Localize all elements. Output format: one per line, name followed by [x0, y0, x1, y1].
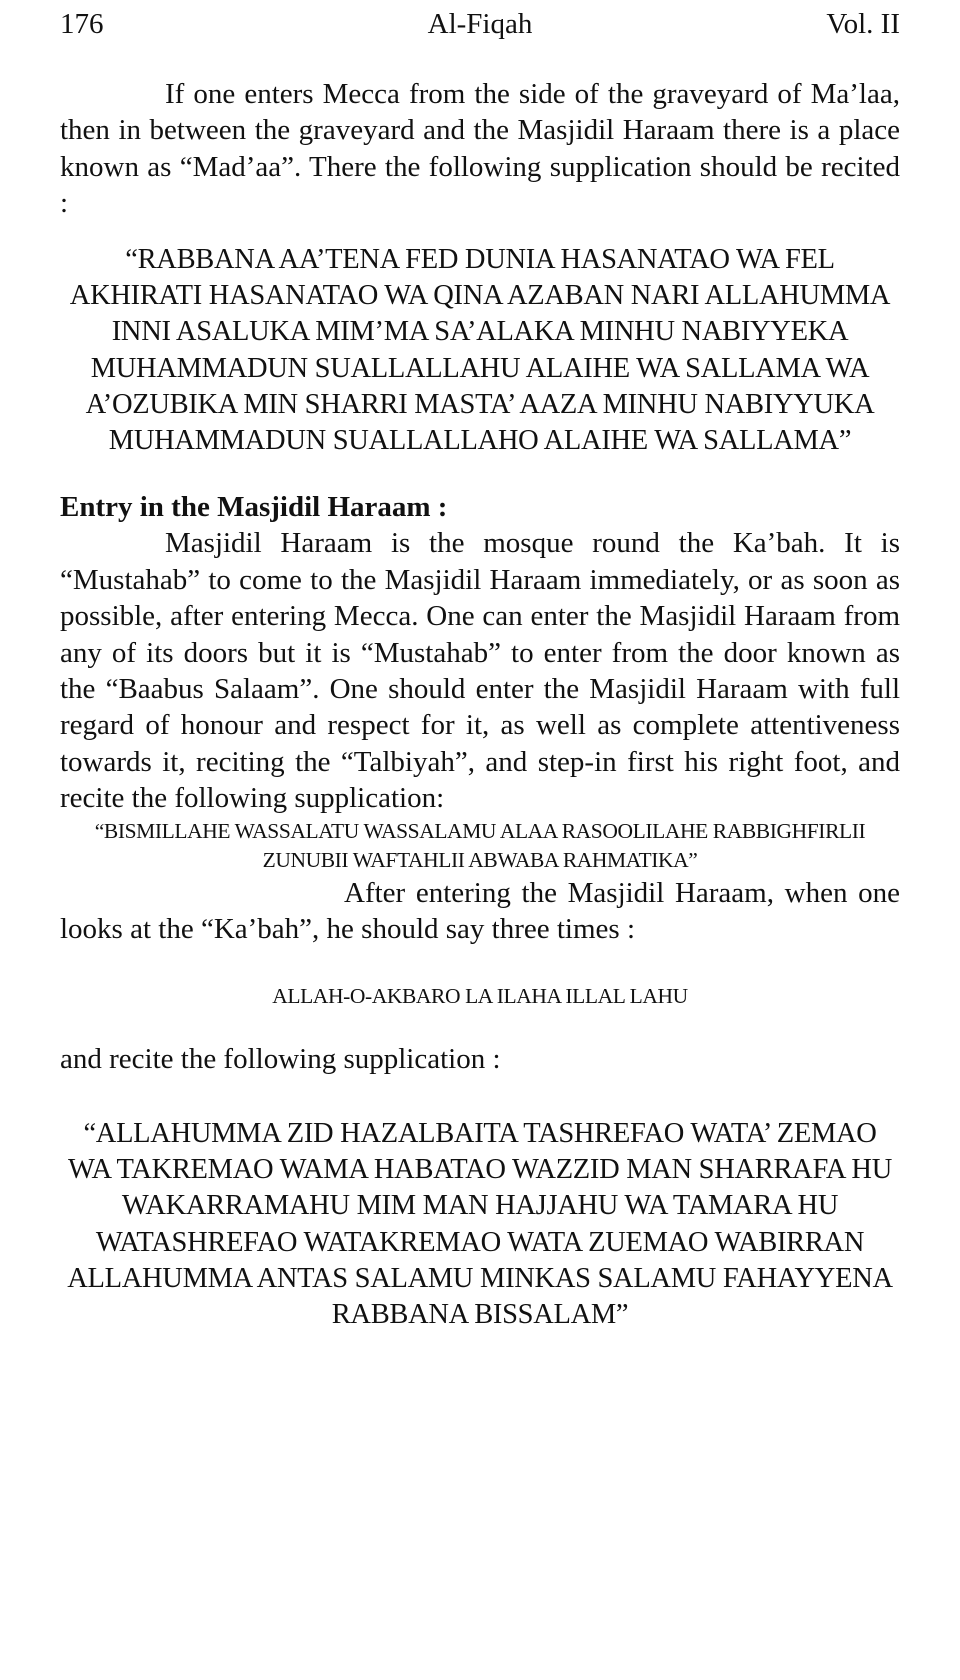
paragraph-entry: Masjidil Haraam is the mosque round the Ka’bah. It is “Mustahab” to come to the Masjidil Haraam immediately, or as soon as possible, after entering Mecca. One can enter the Masjidil Haraam from any of its doors but it is “Mustahab” to enter from the door known as the “Baabus Salaam”. One should enter the Masjidil Haraam with full regard of honour and respect for it, as well as complete attentiveness towards it, reciting the “Talbiyah”, and step-in first his right foot, and recite the following supplication: — [60, 527, 900, 815]
supplication-kabah: “ALLAHUMMA ZID HAZALBAITA TASHREFAO WATA’ ZEMAO WA TAKREMAO WAMA HABATAO WAZZID MAN SHARRAFA HU WAKARRAMAHU MIM MAN HAJJAHU WA TAMARA HU WATASHREFAO WATAKREMAO WATA ZUEMAO WABIRRAN ALLAHUMMA ANTAS SALAMU MINKAS SALAMU FAHAYYENA RABBANA BISSALAM” — [67, 1117, 893, 1331]
book-title: Al-Fiqah — [427, 8, 533, 40]
paragraph-madaa: If one enters Mecca from the side of the graveyard of Ma’laa, then in between the graveyard and the Masjidil Haraam there is a place known as “Mad’aa”. There the following supplication should be recited : — [60, 78, 900, 220]
spacer — [60, 459, 900, 489]
page-body — [60, 76, 900, 1334]
volume-label: Vol. II — [826, 8, 900, 40]
supplication-entry: “BISMILLAHE WASSALATU WASSALAMU ALAA RASOOLILAHE RABBIGHFIRLII ZUNUBII WAFTAHLII ABWABA RAHMATIKA” — [94, 818, 866, 872]
section-heading: Entry in the Masjidil Haraam : — [60, 491, 448, 524]
spacer — [60, 947, 900, 982]
supplication-madaa: “RABBANA AA’TENA FED DUNIA HASANATAO WA FEL AKHIRATI HASANATAO WA QINA AZABAN NARI ALLAHUMMA INNI ASALUKA MIM’MA SA’ALAKA MINHU NABIYYEKA MUHAMMADUN SUALLALLAHU ALAIHE WA SALLAMA WA A’OZUBIKA MIN SHARRI MASTA’ AAZA MINHU NABIYYUKA MUHAMMADUN SUALLALLAHO ALAIHE WA SALLAMA” — [69, 243, 891, 457]
spacer — [60, 222, 900, 242]
paragraph-recite: and recite the following supplication : — [60, 1043, 501, 1076]
takbeer-line: ALLAH-O-AKBARO LA ILAHA ILLAL LAHU — [272, 984, 688, 1009]
paragraph-kabah: After entering the Masjidil Haraam, when one looks at the “Ka’bah”, he should say three times : — [60, 876, 900, 946]
running-header — [60, 4, 900, 44]
page-number: 176 — [60, 8, 104, 40]
spacer — [60, 1011, 900, 1041]
spacer — [60, 1078, 900, 1116]
